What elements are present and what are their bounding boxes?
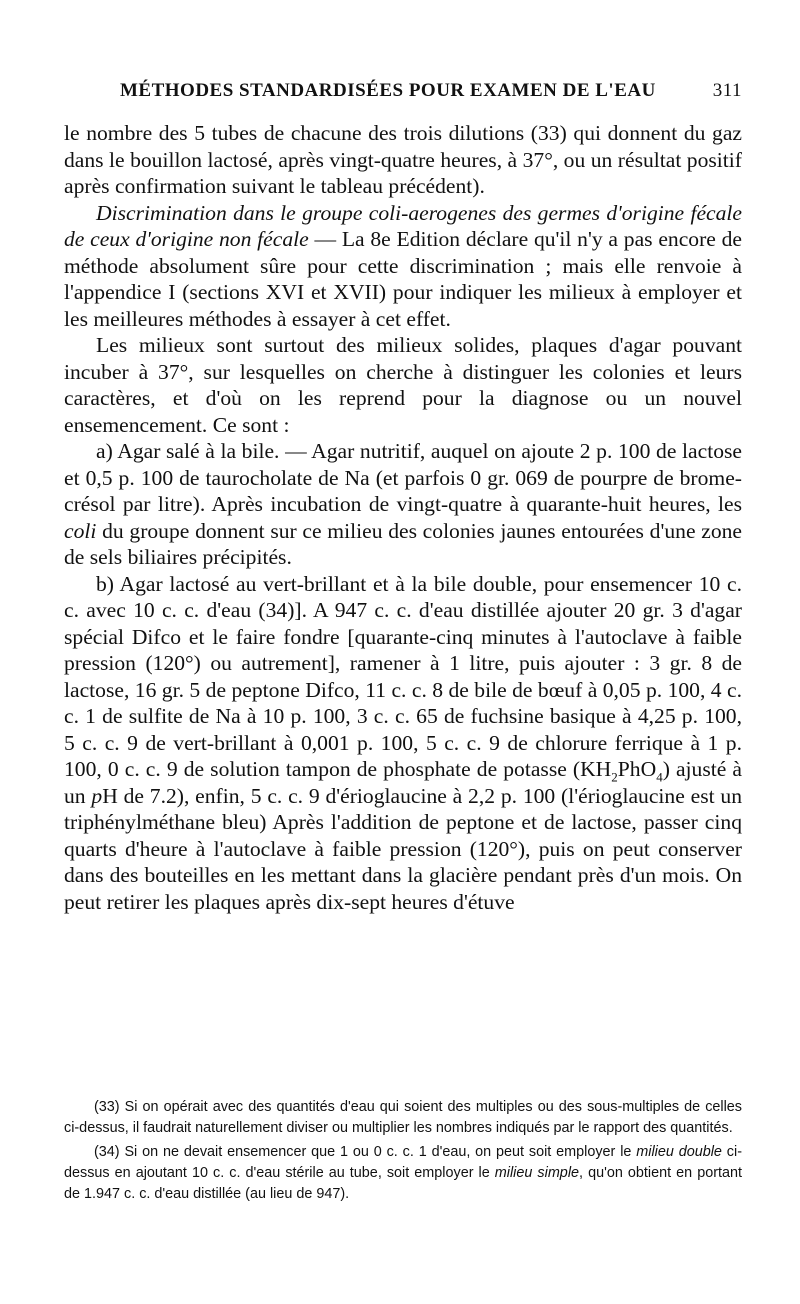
footnote-text: (33) Si on opérait avec des quantités d'eau qui soient des multiples ou des sous-multiples de celles ci-dessus, il faudrait naturellement diviser ou multiplier les nombres indiqués par le rapport des quantités. [64,1099,742,1136]
paragraph-text: du groupe donnent sur ce milieu des colonies jaunes entourées d'une zone de sels biliaires précipités. [64,518,742,569]
footnote-34 [64,1142,742,1205]
footnote-33 [64,1097,742,1139]
paragraph-continuation [64,120,742,200]
formula-part: PhO [617,757,657,781]
body-text [64,120,742,915]
paragraph-milieux [64,332,742,438]
italic-term: milieu double [636,1144,722,1160]
paragraph-text: H de 7.2), enfin, 5 c. c. 9 d'érioglaucine à 2,2 p. 100 (l'érioglaucine est un triphénylméthane bleu) Après l'addition de peptone et de lactose, passer cinq quarts d'heure à l'autoclave à faible pression (120°), puis on peut conserver dans des bouteilles en les mettant dans la glacière pendant près d'un mois. On peut retirer les plaques après dix-sept heures d'étuve [64,783,742,914]
running-header [64,80,742,120]
paragraph-agar-sale [64,438,742,571]
paragraph-discrimination [64,200,742,333]
footnote-text: ci-dessus en ajoutant 10 c. c. d'eau stérile au tube, soit employer le [64,1144,742,1181]
paragraph-text: ) ajusté à un [64,757,742,808]
italic-term: milieu simple [494,1165,580,1181]
running-title: MÉTHODES STANDARDISÉES POUR EXAMEN DE L'EAU [120,80,656,101]
formula [580,757,663,785]
paragraph-text: le nombre des 5 tubes de chacune des trois dilutions (33) qui donnent du gaz dans le bouillon lactosé, après vingt-quatre heures, à 37°, ou un résultat positif après confirmation suivant le tableau précédent). [64,121,742,198]
paragraph-text: — La 8e Edition déclare qu'il n'y a pas encore de méthode absolument sûre pour cette discrimination ; mais elle renvoie à l'appendice I (sections XVI et XVII) pour indiquer les milieux à employer et les meilleures méthodes à essayer à cet effet. [64,227,742,331]
italic-term: p [91,783,103,808]
footnotes [64,1097,742,1205]
paragraph-agar-lactose [64,571,742,916]
paragraph-text: b) Agar lactosé au vert-brillant et à la bile double, pour ensemencer 10 c. c. avec 10 c. c. d'eau (34)]. A 947 c. c. d'eau distillée ajouter 20 gr. 3 d'agar spécial Difco et le faire fondre [quarante-cinq minutes à l'autoclave à faible pression (120°) ou autrement], ramener à 1 litre, puis ajouter : 3 gr. 8 de lactose, 16 gr. 5 de peptone Difco, 11 c. c. 8 de bile de bœuf à 0,05 p. 100, 4 c. c. 1 de sulfite de Na à 10 p. 100, 3 c. c. 65 de fuchsine basique à 4,25 p. 100, 5 c. c. 9 de vert-brillant à 0,001 p. 100, 5 c. c. 9 de chlorure ferrique à 1 p. 100, 0 c. c. 9 de solution tampon de phosphate de potasse ( [64,571,742,781]
footnote-text: (34) Si on ne devait ensemencer que 1 ou 0 c. c. 1 d'eau, on peut soit employer le [94,1144,637,1160]
paragraph-text: Les milieux sont surtout des milieux solides, plaques d'agar pouvant incuber à 37°, sur lesquelles on cherche à distinguer les colonies et leurs caractères, et d'où on les reprend pour la diagnose ou un nouvel ensemencement. Ce sont : [64,333,742,437]
footnote-text: , qu'on obtient en portant de 1.947 c. c. d'eau distillée (au lieu de 947). [64,1165,743,1202]
page [64,80,742,915]
paragraph-text: a) Agar salé à la bile. — Agar nutritif, auquel on ajoute 2 p. 100 de lactose et 0,5 p. 100 de taurocholate de Na (et parfois 0 gr. 069 de pourpre de brome-crésol par litre). Après incubation de vingt-quatre à quarante-huit heures, les [64,439,742,516]
italic-term: coli [64,518,97,543]
italic-heading: Discrimination dans le groupe coli-aerogenes des germes d'origine fécale de ceux d'origine non fécale [64,200,742,251]
formula-subscript: 2 [611,769,618,785]
formula-subscript: 4 [656,769,663,785]
formula-part: KH [580,757,612,781]
page-number: 311 [712,80,742,101]
